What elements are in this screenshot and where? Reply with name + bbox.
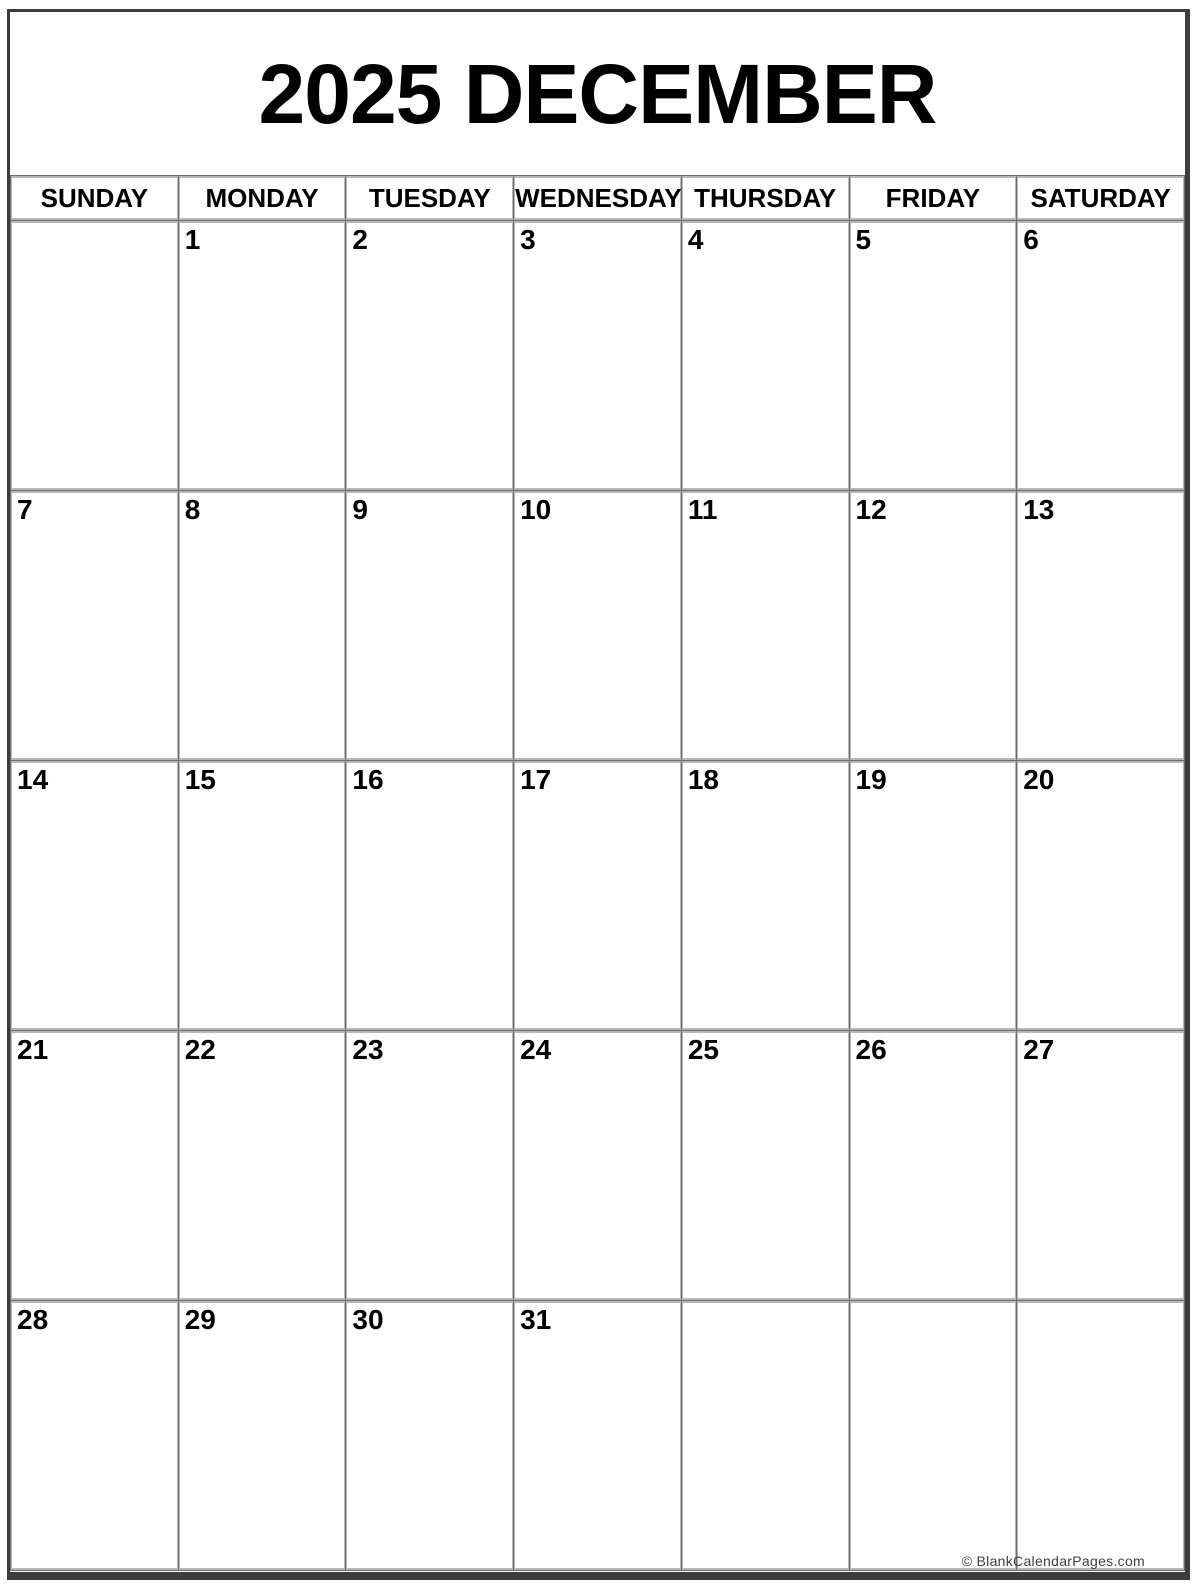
week-row-2 [11,491,1184,760]
calendar-cell [11,761,178,1030]
day-number: 18 [687,764,719,795]
day-number: 12 [855,494,887,525]
day-number: 27 [1023,1034,1055,1065]
weekday-header-sunday: SUNDAY [11,176,178,220]
calendar-cell [346,1301,513,1570]
day-number: 8 [184,494,201,525]
day-number: 1 [184,224,201,255]
week-row-4 [11,1031,1184,1300]
day-number: 24 [520,1034,552,1065]
calendar-frame [7,9,1190,1580]
day-number: 16 [352,764,384,795]
calendar-title: 2025 DECEMBER [258,46,937,141]
calendar-cell [850,491,1017,760]
calendar-cell [850,1301,1017,1570]
calendar-cell [346,491,513,760]
calendar-cell [179,761,346,1030]
calendar-cell [346,1031,513,1300]
calendar-cell [1017,761,1184,1030]
day-number: 31 [520,1304,552,1335]
calendar-cell [514,221,681,490]
weekday-header-saturday: SATURDAY [1017,176,1184,220]
calendar-cell [1017,1301,1184,1570]
calendar-cell [682,1031,849,1300]
calendar-cell [179,1031,346,1300]
calendar-cell [682,491,849,760]
calendar-cell [682,221,849,490]
day-number: 30 [352,1304,384,1335]
day-number: 14 [17,764,49,795]
week-row-3 [11,761,1184,1030]
weekday-header-thursday: THURSDAY [682,176,849,220]
weekday-header-friday: FRIDAY [850,176,1017,220]
calendar-cell [11,1301,178,1570]
calendar-cell [514,761,681,1030]
calendar-cell [11,221,178,490]
calendar-cell [1017,491,1184,760]
calendar-cell [514,1301,681,1570]
calendar-cell [179,1301,346,1570]
calendar-cell [850,761,1017,1030]
day-number: 22 [184,1034,216,1065]
day-number: 3 [520,224,536,255]
week-row-5 [11,1301,1184,1570]
day-number: 21 [17,1034,49,1065]
day-number: 26 [855,1034,887,1065]
weekday-header-wednesday: WEDNESDAY [514,176,681,220]
title-area [10,12,1185,175]
calendar-grid [10,175,1185,1571]
calendar-cell [514,1031,681,1300]
day-number: 19 [855,764,887,795]
day-number: 23 [352,1034,384,1065]
calendar-cell [514,491,681,760]
day-number: 17 [520,764,552,795]
day-number: 9 [352,494,368,525]
day-number: 4 [687,224,704,255]
calendar-cell [179,491,346,760]
day-number: 28 [17,1304,49,1335]
calendar-cell [682,761,849,1030]
weekday-header-row [11,176,1184,220]
day-number: 20 [1023,764,1055,795]
calendar-cell [850,1031,1017,1300]
week-row-1 [11,221,1184,490]
day-number: 10 [520,494,552,525]
calendar-cell [1017,1031,1184,1300]
day-number: 6 [1023,224,1039,255]
day-number: 15 [184,764,216,795]
day-number: 2 [352,224,368,255]
calendar-cell [179,221,346,490]
calendar-cell [1017,221,1184,490]
calendar-cell [346,761,513,1030]
day-number: 5 [855,224,872,255]
calendar-cell [346,221,513,490]
day-number: 7 [17,494,33,525]
day-number: 13 [1023,494,1055,525]
day-number: 29 [184,1304,216,1335]
calendar-cell [850,221,1017,490]
calendar-cell [11,1031,178,1300]
calendar-cell [682,1301,849,1570]
day-number: 11 [687,494,718,525]
watermark-text: © BlankCalendarPages.com [961,1553,1145,1569]
weekday-header-monday: MONDAY [179,176,346,220]
calendar-cell [11,491,178,760]
weekday-header-tuesday: TUESDAY [346,176,513,220]
day-number: 25 [687,1034,719,1065]
